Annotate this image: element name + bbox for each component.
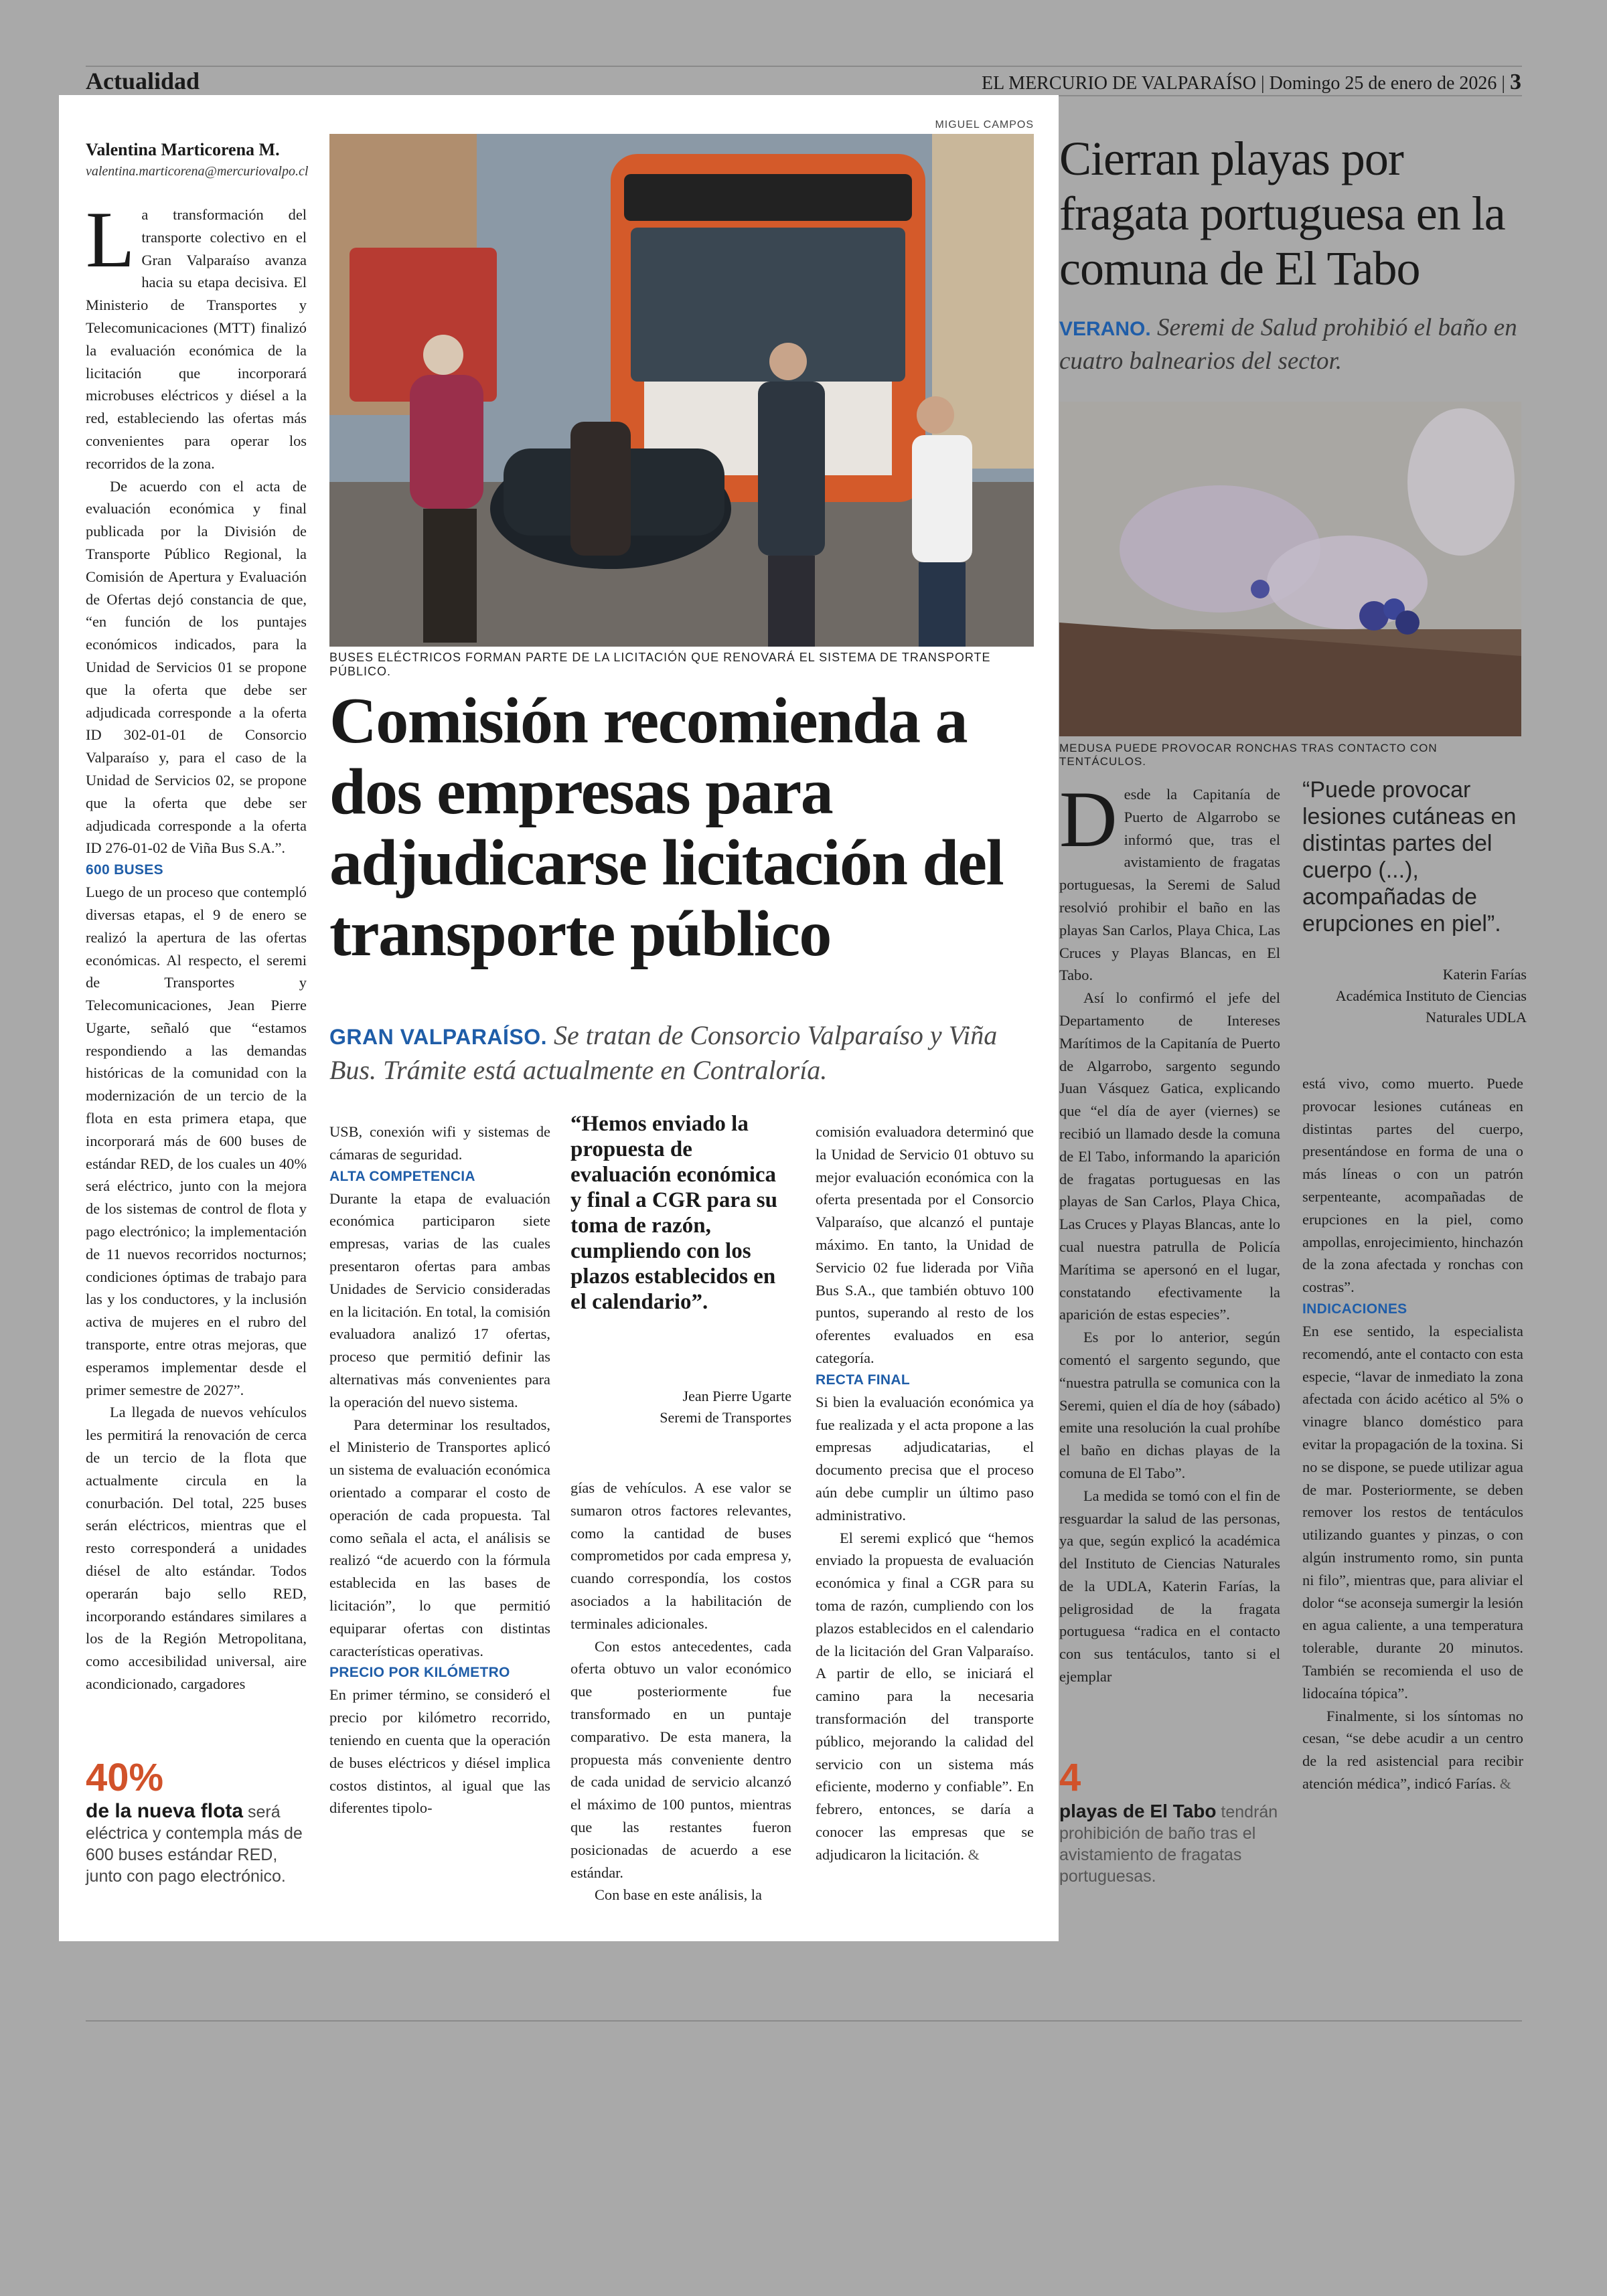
jellyfish-photo: [1059, 402, 1521, 736]
author-email: valentina.marticorena@mercuriovalpo.cl: [86, 164, 309, 179]
paragraph: El seremi explicó que “hemos enviado la propuesta de evaluación económica y final a CGR para su toma de razón, cumpliendo con los plazos establecidos en el calendario de la licitación del Gran Valparaíso. A partir de ello, se iniciará el camino para la necesaria transformación del transporte público, mejorando la calidad del servicio con un sistema más eficiente, moderno y confiable”. En febrero, entonces, se daría a conocer las empresas que se adjudicaron la licitación. &: [816, 1529, 1034, 1863]
bottom-rule: [86, 2020, 1522, 2022]
paragraph: Con estos antecedentes, cada oferta obtuvo un valor económico que posteriormente fue transformado en un puntaje comparativo. De esta manera, la propuesta más conveniente dentro de cada unidad de servicio alcanzó el máximo de 100 puntos, mientras que las restantes fueron posicionadas de acuerdo a ese estándar.: [570, 1637, 791, 1881]
paragraph: La transformación del transporte colectivo en el Gran Valparaíso avanza hacia su etapa decisiva. El Ministerio de Transportes y Telecomunicaciones (MTT) finalizó la evaluación económica de la licitación que incorporará microbuses eléctricos y diésel a la red, estableciendo las ofertas más convenientes para operar los recorridos de la zona.: [86, 195, 307, 472]
end-mark: &: [1499, 1775, 1511, 1792]
subhead-alta-competencia: ALTA COMPETENCIA: [329, 1168, 475, 1184]
paragraph: Finalmente, si los síntomas no cesan, “se debe acudir a un centro de la red asistencial para recibir atención médica”, indicó Farías. &: [1302, 1707, 1523, 1792]
photo-credit: MIGUEL CAMPOS: [935, 119, 1034, 131]
side-quote-role: Académica Instituto de Ciencias Naturales UDLA: [1335, 987, 1527, 1026]
side-drop-cap: D: [1059, 774, 1118, 864]
drop-cap: L: [86, 195, 135, 284]
side-column-2: [1302, 1072, 1523, 1795]
paragraph: USB, conexión wifi y sistemas de cámaras de seguridad.: [329, 1123, 550, 1163]
paragraph: Si bien la evaluación económica ya fue realizada y el acta propone a las empresas adjudicatarias, el documento precisa que el proceso aún debe cumplir un último paso administrativo.: [816, 1393, 1034, 1524]
stat-text: de la nueva flota será eléctrica y contempla más de 600 buses estándar RED, junto con pago electrónico.: [86, 1800, 303, 1886]
paper-name: EL MERCURIO DE VALPARAÍSO: [982, 73, 1256, 94]
page-number: 3: [1510, 70, 1521, 94]
main-column-3: [570, 1477, 791, 1906]
paragraph: De acuerdo con el acta de evaluación económica y final publicada por la División de Transporte Público Regional, la Comisión de Apertura y Evaluación de Ofertas dejó constancia de que, “en función de los puntajes económicos indicados, para la Unidad de Servicios 01 se propone que la oferta que debe ser adjudicada corresponde a la oferta ID 302-01-01 de Consorcio Valparaíso y, para el caso de la Unidad de Servicios 02, se propone que la oferta que debe ser adjudicada corresponde a la oferta ID 276-01-02 de Viña Bus S.A.”.: [86, 477, 307, 857]
paragraph: Durante la etapa de evaluación económica participaron siete empresas, varias de las cuales presentaron ofertas para ambas Unidades de Servicio consideradas en la licitación. En total, la comisión evaluadora analizó 17 ofertas, proceso que permitió definir las alternativas más convenientes para la operación del nuevo sistema.: [329, 1190, 550, 1410]
subhead-recta-final: RECTA FINAL: [816, 1372, 910, 1388]
main-deck: [329, 1019, 1039, 1087]
subhead-precio-por-kilometro: PRECIO POR KILÓMETRO: [329, 1665, 510, 1681]
photo-caption: BUSES ELÉCTRICOS FORMAN PARTE DE LA LICITACIÓN QUE RENOVARÁ EL SISTEMA DE TRANSPORTE PÚBLICO.: [329, 651, 991, 678]
pull-quote-attribution: [570, 1386, 791, 1428]
paragraph: Es por lo anterior, según comentó el sargento segundo, que “nuestra patrulla se comunica con la Seremi, quien el día de hoy (sábado) emite una resolución la cual prohíbe el baño en dichas playas de la comuna de El Tabo”.: [1059, 1329, 1280, 1481]
side-headline: Cierran playas por fragata portuguesa en la comuna de El Tabo: [1059, 132, 1505, 295]
top-rule: [86, 66, 1522, 67]
side-deck: [1059, 312, 1528, 378]
side-pull-quote: “Puede provocar lesiones cutáneas en distintas partes del cuerpo (...), acompañadas de erupciones en piel”.: [1302, 777, 1517, 936]
deck-tag: GRAN VALPARAÍSO.: [329, 1025, 548, 1049]
paragraph: La llegada de nuevos vehículos les permitirá la renovación de cerca de un tercio de la flota que actualmente circula en la conurbación. Del total, 225 buses serán eléctricos, mientras que el resto corresponderá a unidades diésel de alto estándar. Todos operarán bajo sello RED, incorporando estándares similares a los de la Región Metropolitana, como accesibilidad universal, aire acondicionado, cargadores: [86, 1404, 307, 1692]
byline: [86, 139, 313, 182]
paragraph: Así lo confirmó el jefe del Departamento de Intereses Marítimos de la Capitanía de Puerto de Algarrobo, sargento segundo Juan Vásquez Gatica, explicando que “el día de ayer (viernes) se recibió un llamado desde la comuna de El Tabo, informando la aparición de fragatas portuguesas en las playas de San Carlos, Playa Chica, Las Cruces y Playas Blancas, ante lo cual nuestra patrulla de Policía Marítima se apersonó en el lugar, constatando efectivamente la aparición de estas especies”.: [1059, 989, 1280, 1323]
subhead-indicaciones: INDICACIONES: [1302, 1301, 1407, 1317]
deck-text: Se tratan de Consorcio Valparaíso y Viña Bus. Trámite está actualmente en Contraloría.: [329, 1020, 998, 1085]
side-deck-tag: VERANO.: [1059, 318, 1151, 340]
header-meta: EL MERCURIO DE VALPARAÍSO | Domingo 25 de enero de 2026 | 3: [982, 70, 1521, 94]
paragraph: Luego de un proceso que contempló diversas etapas, el 9 de enero se realizó la apertura de las ofertas económicas. Al respecto, el seremi de Transportes y Telecomunicaciones, Jean Pierre Ugarte, señaló que “estamos respondiendo a las demandas históricas de la comunidad con la modernización de un tercio de la flota en esta primera etapa, que incorporará más de 600 buses de estándar RED, de los cuales un 40% será eléctrico, junto con la mejora de los sistemas de control de flota y pago electrónico; la implementación de 11 nuevos recorridos nocturnos; condiciones óptimas de trabajo para las y los conductores, y la inclusión activa de mujeres en el rubro del transporte, entre otras mejoras, que esperamos implementar desde el primer semestre de 2027”.: [86, 884, 307, 1398]
subhead-600-buses: 600 BUSES: [86, 862, 163, 878]
paragraph: Para determinar los resultados, el Ministerio de Transportes aplicó un sistema de evaluación económica orientado a comparar el costo de operación de cada propuesta. Tal como señala el acta, el análisis se realizó “de acuerdo con la fórmula establecida en las bases de licitación”, lo que permitió equiparar ofertas con distintas características operativas.: [329, 1416, 550, 1659]
paragraph: comisión evaluadora determinó que la Unidad de Servicio 01 obtuvo su mejor evaluación económica con la oferta presentada por el Consorcio Valparaíso, que alcanzó el puntaje máximo. En tanto, la Unidad de Servicio 02 fue liderada por Viña Bus S.A., que también obtuvo 100 puntos, superando al resto de los oferentes evaluados en esa categoría.: [816, 1123, 1034, 1366]
side-stat-box: [1059, 1755, 1280, 1887]
side-stat-text: playas de El Tabo tendrán prohibición de baño tras el avistamiento de fragatas portuguesas.: [1059, 1801, 1278, 1886]
stat-number: 40%: [86, 1756, 164, 1799]
main-column-2: [329, 1121, 550, 1819]
side-photo-caption: MEDUSA PUEDE PROVOCAR RONCHAS TRAS CONTACTO CON TENTÁCULOS.: [1059, 742, 1438, 768]
paragraph: Desde la Capitanía de Puerto de Algarrobo se informó que, tras el avistamiento de fragatas portuguesas, la Seremi de Salud resolvió prohibir el baño en las playas San Carlos, Playa Chica, Las Cruces y Playas Blancas, en El Tabo.: [1059, 774, 1280, 984]
issue-date: Domingo 25 de enero de 2026: [1269, 73, 1497, 94]
side-quote-name: Katerin Farías: [1442, 966, 1527, 983]
bus-photo: [329, 134, 1034, 647]
side-deck-text: Seremi de Salud prohibió el baño en cuatro balnearios del sector.: [1059, 314, 1517, 375]
section-title: Actualidad: [86, 68, 200, 94]
paragraph: está vivo, como muerto. Puede provocar lesiones cutáneas en distintas partes del cuerpo, presentándose en forma de una o más líneas o con un patrón serpenteante, acompañadas de erupciones en la piel, como ampollas, enrojecimiento, hinchazón de la zona afectada y ronchas con costras”.: [1302, 1075, 1523, 1296]
main-headline: Comisión recomienda a dos empresas para adjudicarse licitación del transporte público: [329, 685, 1004, 970]
end-mark: &: [968, 1846, 980, 1863]
main-column-1: [86, 195, 307, 1696]
quote-role: Seremi de Transportes: [660, 1409, 791, 1426]
side-pull-quote-attribution: [1302, 964, 1527, 1028]
paragraph: En primer término, se consideró el precio por kilómetro recorrido, teniendo en cuenta que la operación de buses eléctricos y diésel implica costos distintos, al igual que las diferentes tipolo-: [329, 1686, 550, 1817]
main-stat-box: [86, 1755, 313, 1887]
main-column-4: [816, 1121, 1034, 1866]
paragraph: Con base en este análisis, la: [595, 1886, 762, 1904]
bus-street-illustration: [329, 134, 1034, 647]
pull-quote: “Hemos enviado la propuesta de evaluación económica y final a CGR para su toma de razón, cumpliendo con los plazos establecidos en el calendario”.: [570, 1112, 777, 1314]
paragraph: gías de vehículos. A ese valor se sumaron otros factores relevantes, como la cantidad de buses comprometidos por cada empresa y, cuando correspondía, los costos asociados a la habilitación de terminales adicionales.: [570, 1479, 791, 1632]
side-column-1: [1059, 774, 1280, 1688]
side-stat-number: 4: [1059, 1756, 1081, 1799]
paragraph: En ese sentido, la especialista recomendó, ante el contacto con esta especie, “lavar de inmediato la zona afectada con ácido acético al 5% o vinagre blanco doméstico para evitar la propagación de la toxina. Si no se dispone, se puede utilizar agua de mar. Posteriormente, se deben remover los restos de tentáculos utilizando guantes y pinzas, o con algún instrumento romo, sin punta ni filo”, mientras que, para aliviar el dolor “se aconseja sumergir la lesión en agua caliente, a una temperatura tolerable, durante 20 minutos. También se recomienda el uso de lidocaína tópica”.: [1302, 1322, 1523, 1702]
jellyfish-illustration: [1059, 402, 1521, 736]
author-name: Valentina Marticorena M.: [86, 140, 280, 159]
quote-name: Jean Pierre Ugarte: [682, 1388, 791, 1404]
paragraph: La medida se tomó con el fin de resguardar la salud de las personas, ya que, según explicó la académica del Instituto de Ciencias Naturales de la UDLA, Katerin Farías, la peligrosidad de la fragata portuguesa “radica en el contacto con sus tentáculos, tanto si el ejemplar: [1059, 1487, 1280, 1686]
